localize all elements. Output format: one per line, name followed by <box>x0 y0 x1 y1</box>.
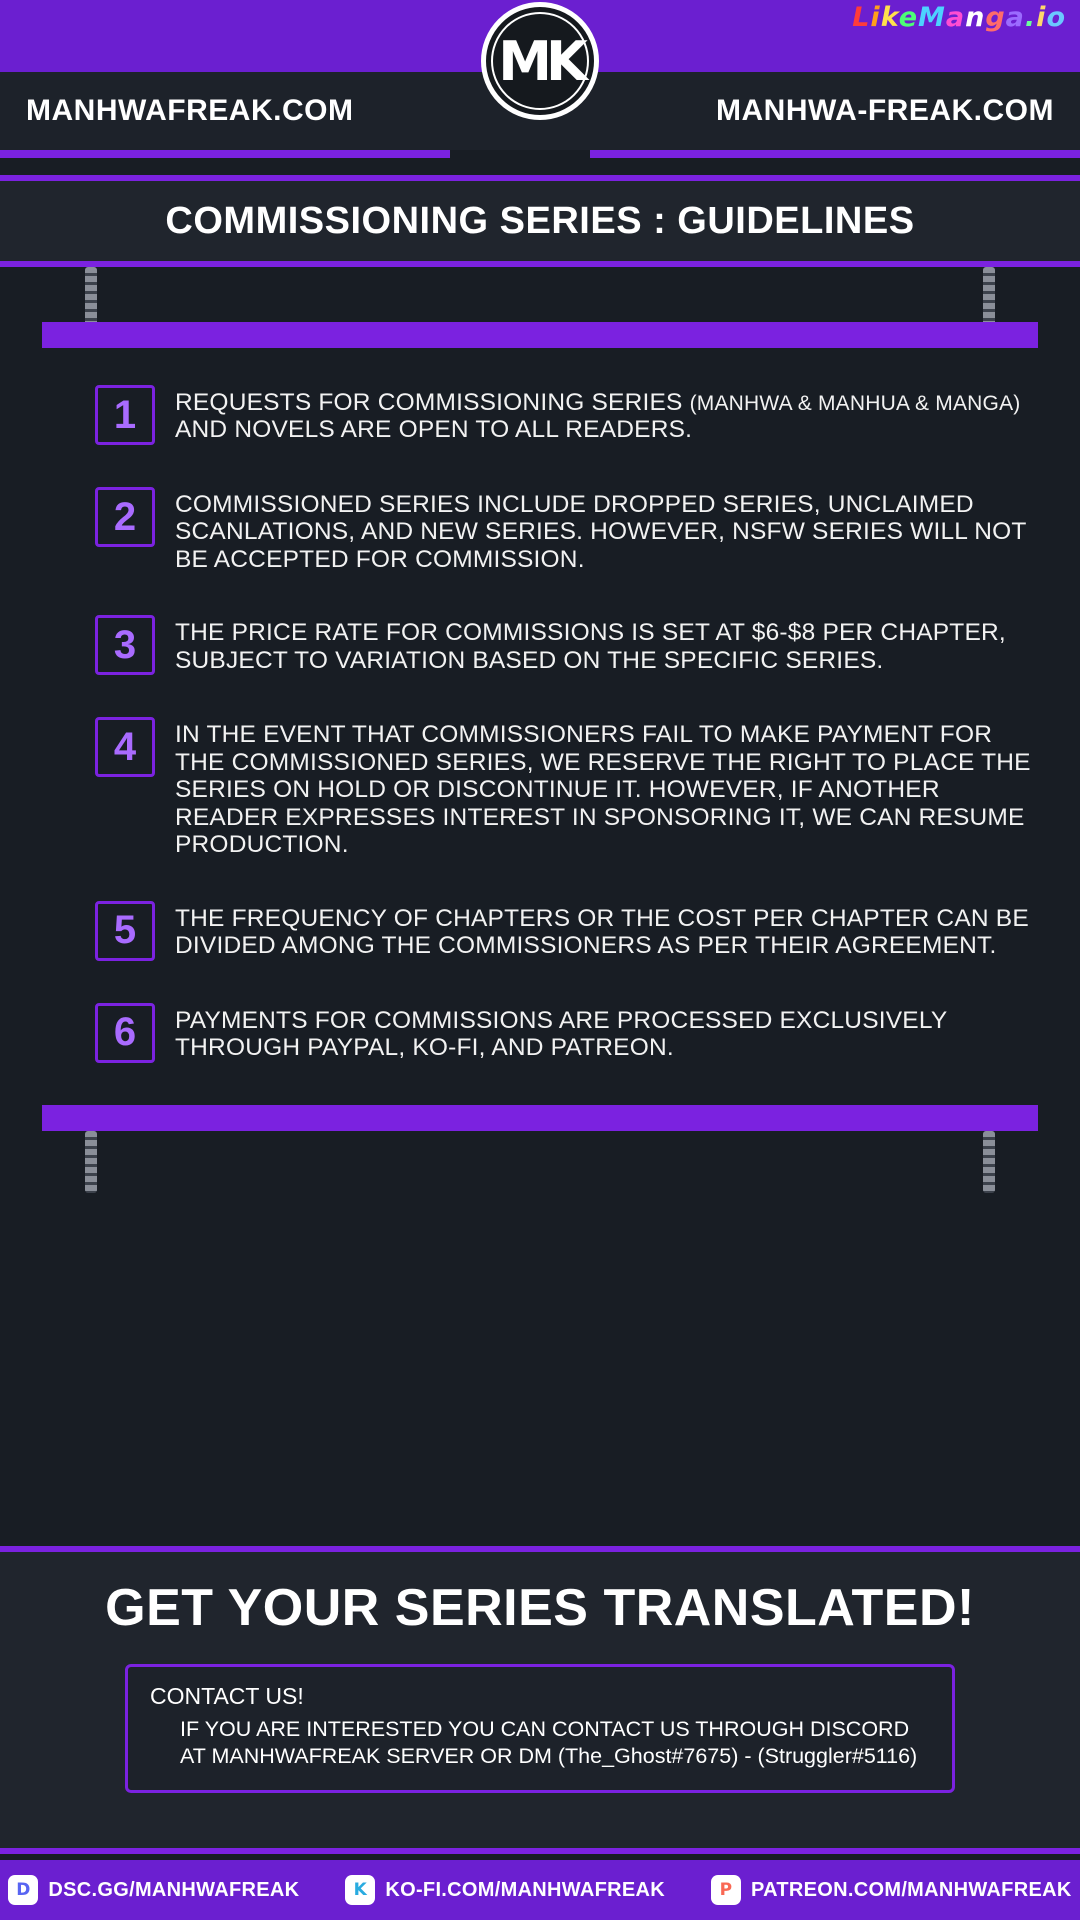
contact-box <box>125 1664 955 1793</box>
rule-text: IN THE EVENT THAT COMMISSIONERS FAIL TO MAKE PAYMENT FOR THE COMMISSIONED SERIES, WE RESERVE THE RIGHT TO PLACE THE SERIES ON HOLD OR DISCONTINUE IT. HOWEVER, IF ANOTHER READER EXPRESSES INTEREST IN SPONSORING IT, WE CAN RESUME PRODUCTION. <box>175 721 1031 859</box>
rule-number: 6 <box>95 1003 155 1063</box>
logo-monogram: MK <box>491 12 589 110</box>
rule-text-rest: AND NOVELS ARE OPEN TO ALL READERS. <box>175 416 693 444</box>
header-divider <box>0 150 1080 160</box>
rule-text: THE FREQUENCY OF CHAPTERS OR THE COST PER CHAPTER CAN BE DIVIDED AMONG THE COMMISSIONERS AS PER THEIR AGREEMENT. <box>175 904 1029 959</box>
cta-title: GET YOUR SERIES TRANSLATED! <box>105 1579 975 1637</box>
rule-text: THE PRICE RATE FOR COMMISSIONS IS SET AT $6-$8 PER CHAPTER, SUBJECT TO VARIATION BASED ON THE SPECIFIC SERIES. <box>175 619 1006 674</box>
site-name-left: MANHWAFREAK.COM <box>26 94 354 127</box>
chain-right-icon <box>983 267 995 329</box>
list-item <box>95 717 1040 858</box>
brand-logo <box>481 2 599 120</box>
hanging-bar-bottom <box>0 1105 1080 1185</box>
social-link-discord[interactable] <box>8 1875 299 1905</box>
list-item <box>95 615 1040 675</box>
chain-left-icon <box>85 267 97 329</box>
social-links-bar <box>0 1860 1080 1920</box>
rule-text <box>175 385 1040 444</box>
chain-left-icon <box>85 1131 97 1193</box>
discord-icon: D <box>8 1875 38 1905</box>
social-label-discord: DSC.GG/MANHWAFREAK <box>48 1878 300 1901</box>
rule-text: COMMISSIONED SERIES INCLUDE DROPPED SERIES, UNCLAIMED SCANLATIONS, AND NEW SERIES. HOWEVER, NSFW SERIES WILL NOT BE ACCEPTED FOR COMMISSION. <box>175 491 1027 573</box>
rule-text: PAYMENTS FOR COMMISSIONS ARE PROCESSED EXCLUSIVELY THROUGH PAYPAL, KO-FI, AND PATREON. <box>175 1006 947 1061</box>
rule-number: 5 <box>95 901 155 961</box>
site-name-right: MANHWA-FREAK.COM <box>716 94 1054 127</box>
patreon-icon: P <box>711 1875 741 1905</box>
page-title-band <box>0 175 1080 267</box>
contact-title: CONTACT US! <box>150 1683 304 1709</box>
list-item <box>95 487 1040 573</box>
chain-right-icon <box>983 1131 995 1193</box>
guidelines-list <box>0 345 1080 1063</box>
rule-text-small: (MANHWA & MANHUA & MANGA) <box>689 392 1021 415</box>
list-item <box>95 901 1040 961</box>
cta-section <box>0 1546 1080 1854</box>
list-item <box>95 1003 1040 1063</box>
divider-bar-bottom <box>42 1105 1038 1131</box>
social-link-patreon[interactable] <box>711 1875 1072 1905</box>
kofi-icon: K <box>345 1875 375 1905</box>
rule-text-main: REQUESTS FOR COMMISSIONING SERIES <box>175 389 690 416</box>
contact-line-2: AT MANHWAFREAK SERVER OR DM (The_Ghost#7675) - (Struggler#5116) <box>180 1743 918 1768</box>
rule-number: 3 <box>95 615 155 675</box>
list-item <box>95 385 1040 445</box>
rule-number: 1 <box>95 385 155 445</box>
contact-line-1: IF YOU ARE INTERESTED YOU CAN CONTACT US THROUGH DISCORD <box>180 1717 910 1741</box>
rule-number: 2 <box>95 487 155 547</box>
social-link-kofi[interactable] <box>345 1875 665 1905</box>
social-label-kofi: KO-FI.COM/MANHWAFREAK <box>385 1878 665 1901</box>
site-watermark: LikeManga.io <box>852 2 1066 33</box>
rule-number: 4 <box>95 717 155 777</box>
social-label-patreon: PATREON.COM/MANHWAFREAK <box>750 1878 1072 1901</box>
hanging-bar-top <box>0 267 1080 345</box>
page-title: COMMISSIONING SERIES : GUIDELINES <box>165 199 915 242</box>
